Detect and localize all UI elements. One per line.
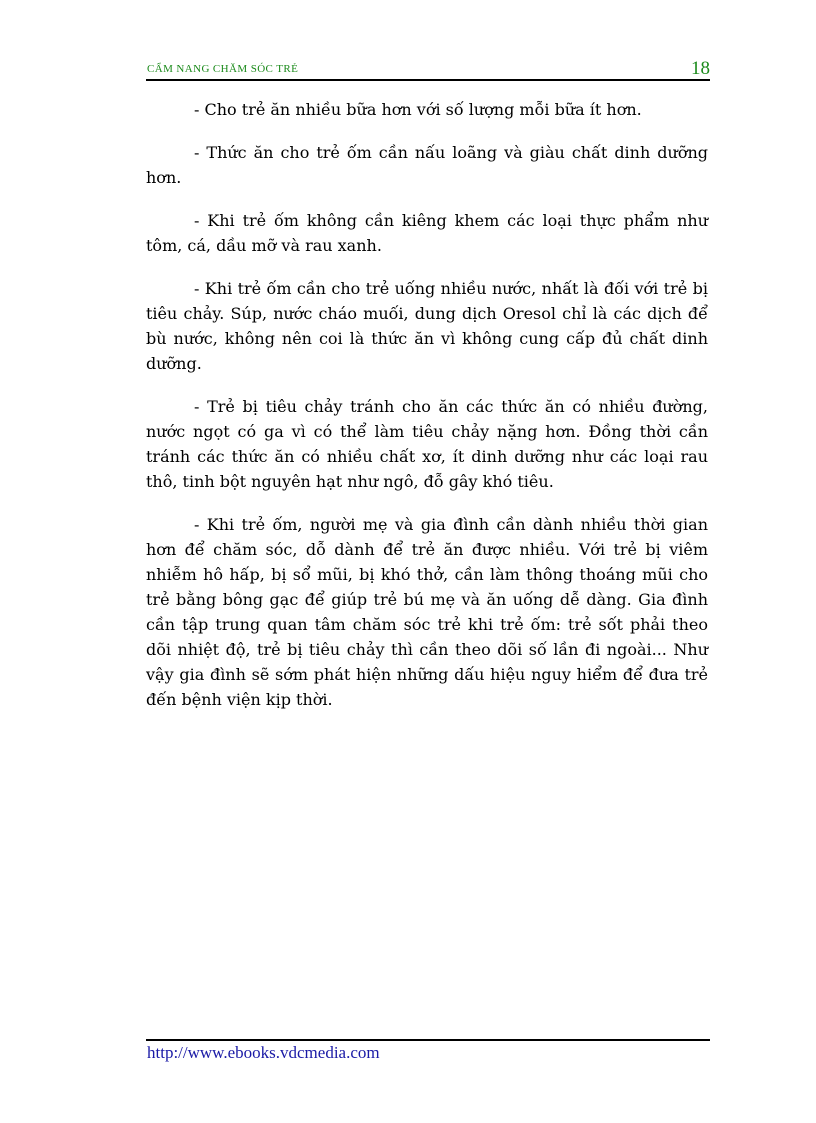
header-divider bbox=[146, 79, 710, 81]
footer-url-link[interactable]: http://www.ebooks.vdcmedia.com bbox=[147, 1043, 380, 1062]
paragraph: - Khi trẻ ốm không cần kiêng khem các loại thực phẩm như tôm, cá, dầu mỡ và rau xanh. bbox=[146, 211, 708, 255]
page-number: 18 bbox=[691, 58, 710, 79]
footer-divider bbox=[146, 1039, 710, 1041]
page-body bbox=[146, 97, 708, 730]
paragraph: - Khi trẻ ốm, người mẹ và gia đình cần dành nhiều thời gian hơn để chăm sóc, dỗ dành để trẻ ăn được nhiều. Với trẻ bị viêm nhiễm hô hấp, bị sổ mũi, bị khó thở, cần làm thông thoáng mũi cho trẻ bằng bông gạc để giúp trẻ bú mẹ và ăn uống dễ dàng. Gia đình cần tập trung quan tâm chăm sóc trẻ khi trẻ ốm: trẻ sốt phải theo dõi nhiệt độ, trẻ bị tiêu chảy thì cần theo dõi số lần đi ngoài... Như vậy gia đình sẽ sớm phát hiện những dấu hiệu nguy hiểm để đưa trẻ đến bệnh viện kịp thời. bbox=[146, 515, 708, 709]
running-header-title: CẨM NANG CHĂM SÓC TRẺ bbox=[147, 63, 299, 75]
paragraph: - Khi trẻ ốm cần cho trẻ uống nhiều nước, nhất là đối với trẻ bị tiêu chảy. Súp, nước cháo muối, dung dịch Oresol chỉ là các dịch để bù nước, không nên coi là thức ăn vì không cung cấp đủ chất dinh dưỡng. bbox=[146, 279, 708, 373]
paragraph: - Thức ăn cho trẻ ốm cần nấu loãng và giàu chất dinh dưỡng hơn. bbox=[146, 143, 708, 187]
paragraph: - Trẻ bị tiêu chảy tránh cho ăn các thức ăn có nhiều đường, nước ngọt có ga vì có thể làm tiêu chảy nặng hơn. Đồng thời cần tránh các thức ăn có nhiều chất xơ, ít dinh dưỡng như các loại rau thô, tinh bột nguyên hạt như ngô, đỗ gây khó tiêu. bbox=[146, 397, 708, 491]
paragraph: - Cho trẻ ăn nhiều bữa hơn với số lượng mỗi bữa ít hơn. bbox=[194, 100, 642, 119]
